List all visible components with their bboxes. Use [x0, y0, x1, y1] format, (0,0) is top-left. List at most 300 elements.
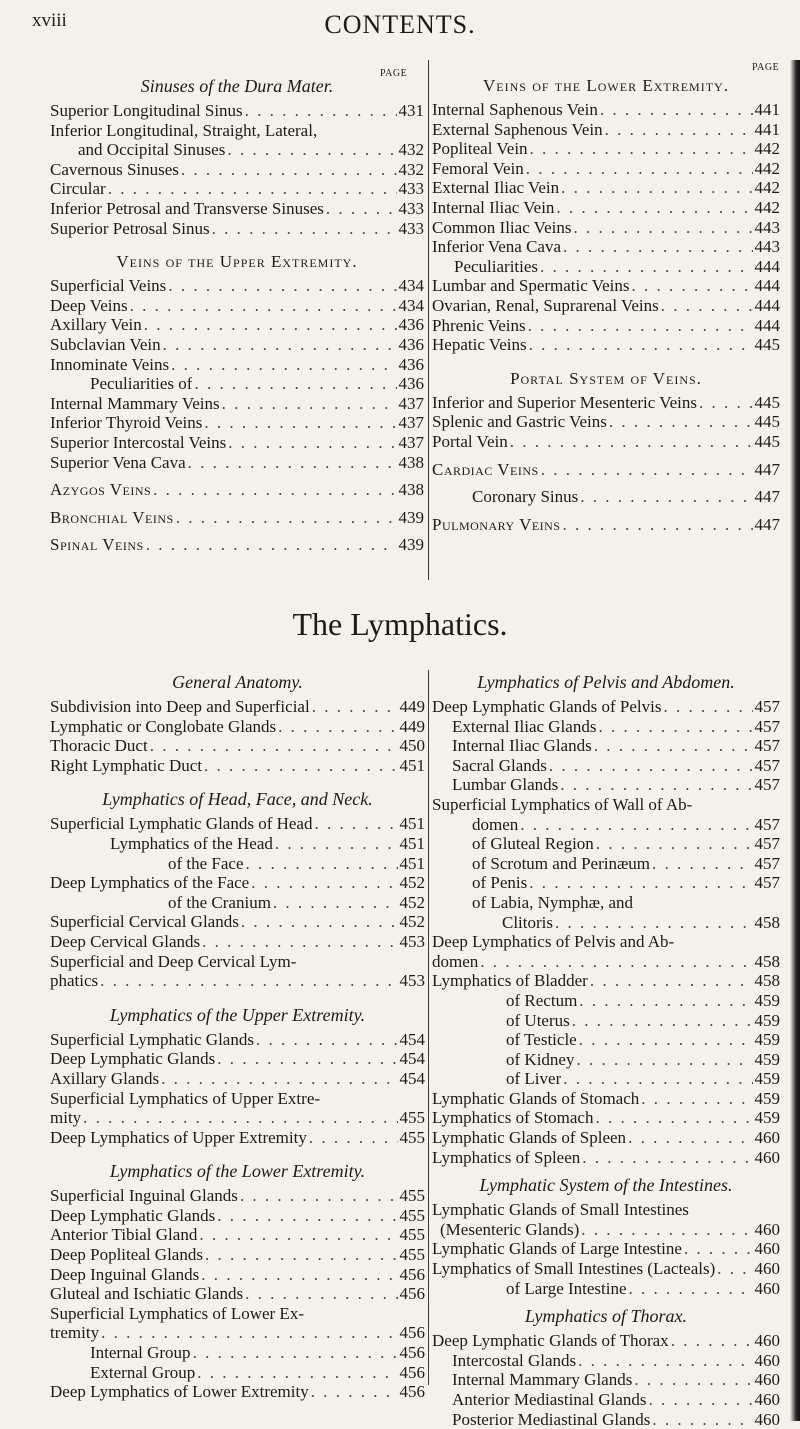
toc-entry-page: 458	[754, 971, 780, 991]
leader-dots	[215, 1049, 397, 1069]
toc-entry-page: 456	[399, 1382, 425, 1402]
leader-dots	[478, 952, 752, 972]
leader-dots	[174, 508, 397, 528]
toc-entry	[50, 1363, 425, 1383]
toc-entry-title: (Mesenteric Glands)	[440, 1219, 580, 1239]
toc-entry-title: Lymphatics of Spleen	[432, 1147, 581, 1167]
toc-entry-page: 439	[398, 507, 424, 527]
toc-entry-title: Deep Lymphatic Glands of Pelvis	[432, 697, 662, 716]
leader-dots	[570, 1011, 753, 1031]
toc-entry-page: 452	[399, 912, 425, 932]
toc-entry-title: Thoracic Duct	[50, 736, 148, 756]
leader-dots	[592, 736, 753, 756]
toc-entry	[432, 913, 780, 933]
toc-entry-page: 460	[754, 1390, 780, 1409]
toc-entry-title: and Occipital Sinuses	[78, 140, 226, 160]
leader-dots	[603, 120, 753, 140]
toc-entry-page: 432	[398, 140, 424, 160]
toc-entry-page: 443	[754, 237, 780, 257]
toc-entry-title: Splenic and Gastric Veins	[432, 412, 607, 432]
section-title: The Lymphatics.	[292, 606, 508, 642]
spacer	[432, 1167, 780, 1175]
leader-dots	[186, 453, 397, 473]
leader-dots	[144, 535, 397, 555]
section-heading: Lymphatics of Thorax.	[525, 1306, 687, 1327]
leader-dots	[106, 179, 397, 199]
leader-dots	[647, 1390, 753, 1410]
toc-entry-page: 444	[754, 276, 780, 296]
page-folio: xviii	[32, 10, 67, 31]
toc-entry-page: 457	[754, 755, 780, 775]
toc-entry-page: 444	[754, 315, 780, 335]
toc-entry-title: Subdivision into Deep and Superficial	[50, 697, 310, 716]
toc-entry	[432, 335, 780, 355]
toc-entry-page: 451	[399, 755, 425, 775]
toc-entry	[50, 854, 425, 874]
toc-entry-title: Common Iliac Veins	[432, 217, 572, 237]
spacer	[432, 355, 780, 369]
leader-dots	[524, 159, 753, 179]
toc-entry-title: Right Lymphatic Duct	[50, 755, 203, 775]
toc-entry	[432, 100, 780, 120]
toc-entry-title: Deep Veins	[50, 295, 128, 315]
toc-entry-title: Lymphatics of Bladder	[432, 971, 588, 991]
toc-entry-page: 434	[398, 295, 424, 315]
leader-dots	[271, 893, 398, 913]
toc-entry	[50, 1284, 425, 1304]
leader-dots	[579, 1220, 752, 1240]
toc-entry	[432, 1108, 780, 1128]
toc-entry	[432, 412, 780, 432]
toc-entry	[50, 315, 424, 335]
leader-dots	[561, 237, 752, 257]
leader-dots	[539, 460, 753, 480]
toc-entry-page: 455	[399, 1108, 425, 1128]
toc-entry	[50, 160, 424, 180]
toc-entry-title: Sacral Glands	[452, 755, 547, 775]
toc-entry	[432, 316, 780, 336]
page-column-label-right: PAGE	[752, 62, 780, 73]
toc-entry-title: Lymphatic Glands of Stomach	[432, 1088, 640, 1108]
toc-entry-page: 457	[754, 834, 780, 854]
toc-entry	[50, 1343, 425, 1363]
toc-entry-title: Axillary Glands	[50, 1068, 160, 1088]
spacer	[50, 775, 425, 789]
leader-dots	[508, 432, 753, 452]
toc-column-left-top	[50, 76, 424, 555]
toc-entry-page: 441	[754, 100, 780, 119]
toc-entry-page: 455	[399, 1205, 425, 1225]
toc-entry-title: Anterior Mediastinal Glands	[452, 1390, 647, 1409]
leader-dots	[254, 1030, 398, 1050]
toc-entry	[432, 1200, 780, 1220]
toc-entry	[50, 1089, 425, 1109]
toc-entry-title: Lumbar and Spermatic Veins	[432, 276, 630, 296]
leader-dots	[659, 296, 753, 316]
toc-entry-title: Superficial Inguinal Glands	[50, 1186, 238, 1206]
toc-entry-title: External Group	[90, 1362, 196, 1382]
toc-entry-page: 447	[754, 487, 780, 507]
leader-dots	[226, 433, 396, 453]
toc-entry-page: 459	[754, 1069, 780, 1089]
leader-dots	[518, 815, 752, 835]
toc-entry-page: 434	[398, 276, 424, 296]
toc-entry-title: External Saphenous Vein	[432, 119, 603, 139]
leader-dots	[594, 834, 753, 854]
toc-entry-page: 450	[399, 736, 425, 756]
toc-entry	[50, 717, 425, 737]
leader-dots	[244, 854, 398, 874]
leader-dots	[324, 199, 397, 219]
toc-entry	[50, 1108, 425, 1128]
toc-entry-title: Subclavian Vein	[50, 334, 161, 354]
column-divider-top	[428, 60, 429, 580]
leader-dots	[191, 1343, 398, 1363]
spacer	[432, 479, 780, 487]
section-heading: Lymphatics of the Upper Extremity.	[109, 1004, 366, 1025]
leader-dots	[571, 218, 752, 238]
toc-entry-page: 436	[398, 334, 424, 354]
toc-entry-title: of Large Intestine	[506, 1278, 627, 1298]
toc-entry-page: 457	[754, 775, 780, 795]
toc-entry-page: 445	[754, 392, 780, 412]
toc-entry-page: 445	[754, 412, 780, 432]
leader-dots	[661, 697, 752, 717]
toc-entry-page: 433	[398, 198, 424, 218]
toc-entry-title: Deep Lymphatic Glands	[50, 1205, 216, 1225]
toc-entry	[432, 178, 780, 198]
leader-dots	[632, 1370, 752, 1390]
toc-entry-page: 459	[754, 1030, 780, 1050]
toc-entry-title: domen	[432, 951, 479, 971]
section-heading: General Anatomy.	[172, 672, 303, 692]
toc-entry	[50, 912, 425, 932]
leader-dots	[650, 854, 752, 874]
leader-dots	[558, 775, 752, 795]
toc-entry-page: 460	[754, 1278, 780, 1298]
toc-entry	[50, 276, 424, 296]
leader-dots	[203, 1245, 398, 1265]
toc-entry	[50, 952, 425, 972]
toc-entry-title: Inferior Vena Cava	[432, 237, 562, 257]
section-heading: Lymphatics of the Lower Extremity.	[109, 1161, 366, 1182]
toc-entry-page: 444	[754, 256, 780, 276]
toc-entry-title: Superficial Lymphatic Glands of Head	[50, 814, 313, 834]
leader-dots	[650, 1410, 752, 1429]
toc-entry-title: Superficial Veins	[50, 276, 167, 296]
section-heading: Lymphatic System of the Intestines.	[479, 1175, 733, 1196]
toc-entry-page: 445	[754, 335, 780, 355]
toc-entry-title: of Rectum	[506, 990, 578, 1010]
toc-entry-page: 436	[398, 315, 424, 335]
toc-entry	[50, 971, 425, 991]
toc-entry	[432, 159, 780, 179]
toc-entry-page: 454	[399, 1029, 425, 1049]
leader-dots	[249, 873, 397, 893]
toc-entry-title: Superficial Lymphatic Glands	[50, 1029, 254, 1049]
toc-entry-title: Internal Mammary Veins	[50, 393, 220, 413]
toc-entry	[432, 218, 780, 238]
toc-entry	[432, 795, 780, 815]
toc-entry-page: 457	[754, 814, 780, 834]
leader-dots	[197, 1225, 397, 1245]
toc-entry-page: 447	[754, 459, 780, 479]
toc-entry-title: Peculiarities	[454, 256, 539, 276]
toc-entry	[432, 697, 780, 717]
toc-entry	[50, 1323, 425, 1343]
leader-dots	[576, 1351, 752, 1371]
toc-entry	[432, 515, 780, 535]
toc-entry-title: phatics	[50, 971, 99, 991]
toc-entry-title: Lymphatics of the Head	[110, 833, 273, 853]
leader-dots	[561, 515, 753, 535]
toc-entry-title: Internal Iliac Vein	[432, 197, 555, 217]
toc-entry-title: Superficial Lymphatics of Wall of Ab-	[432, 794, 693, 814]
leader-dots	[199, 1265, 397, 1285]
leader-dots	[142, 315, 397, 335]
toc-entry	[432, 834, 780, 854]
toc-entry-title: Intercostal Glands	[452, 1350, 577, 1370]
toc-entry-title: Deep Cervical Glands	[50, 931, 201, 951]
spacer	[50, 991, 425, 1005]
toc-entry-page: 442	[754, 197, 780, 217]
toc-entry-page: 459	[754, 1049, 780, 1069]
toc-entry-title: of the Cranium	[168, 892, 271, 912]
toc-entry-title: Lymphatics of Stomach	[432, 1108, 594, 1128]
toc-entry-title: Lymphatic or Conglobate Glands	[50, 716, 277, 736]
leader-dots	[527, 335, 753, 355]
running-title: CONTENTS.	[324, 10, 476, 39]
toc-entry-title: Innominate Veins	[50, 354, 170, 374]
leader-dots	[639, 1089, 752, 1109]
toc-entry	[432, 120, 780, 140]
toc-entry-title: Internal Mammary Glands	[452, 1370, 633, 1390]
toc-entry-title: of Liver	[506, 1069, 562, 1089]
toc-entry	[432, 237, 780, 257]
section-heading: Portal System of Veins.	[510, 368, 702, 388]
toc-entry	[50, 535, 424, 555]
toc-column-right-top	[432, 76, 780, 534]
toc-entry	[432, 198, 780, 218]
toc-entry-title: Deep Lymphatic Glands of Thorax	[432, 1331, 669, 1351]
toc-entry-title: Coronary Sinus	[472, 487, 579, 507]
leader-dots	[169, 355, 396, 375]
toc-entry-title: Cavernous Sinuses	[50, 159, 179, 179]
spacer	[50, 1147, 425, 1161]
section-heading: Sinuses of the Dura Mater.	[140, 76, 334, 96]
toc-entry	[432, 736, 780, 756]
toc-entry-page: 431	[398, 101, 424, 120]
toc-entry	[50, 736, 425, 756]
toc-entry-page: 441	[754, 119, 780, 139]
toc-entry	[432, 1128, 780, 1148]
toc-entry-title: Deep Lymphatics of Upper Extremity	[50, 1127, 307, 1147]
toc-entry-page: 451	[399, 814, 425, 834]
toc-entry	[432, 1050, 780, 1070]
toc-entry-page: 451	[399, 833, 425, 853]
toc-entry-page: 460	[754, 1219, 780, 1239]
toc-entry	[50, 834, 425, 854]
toc-entry	[50, 219, 424, 239]
leader-dots	[195, 1363, 397, 1383]
toc-entry-page: 442	[754, 178, 780, 198]
leader-dots	[547, 756, 753, 776]
spacer	[50, 500, 424, 508]
leader-dots	[202, 756, 397, 776]
toc-entry-page: 457	[754, 716, 780, 736]
leader-dots	[577, 991, 752, 1011]
toc-entry-title: mity	[50, 1108, 82, 1128]
toc-entry-title: Lymphatic Glands of Large Intestine	[432, 1239, 682, 1259]
leader-dots	[128, 296, 397, 316]
toc-entry-title: Azygos Veins	[50, 480, 152, 500]
toc-entry-page: 458	[754, 951, 780, 971]
toc-entry	[432, 432, 780, 452]
toc-entry-page: 460	[754, 1350, 780, 1370]
toc-entry-title: Lymphatics of Small Intestines (Lacteals)	[432, 1259, 716, 1279]
toc-entry-page: 436	[398, 374, 424, 394]
toc-entry	[50, 199, 424, 219]
toc-entry	[50, 873, 425, 893]
leader-dots	[626, 1128, 752, 1148]
spacer	[50, 238, 424, 252]
toc-entry-page: 460	[754, 1370, 780, 1390]
toc-entry-page: 456	[399, 1284, 425, 1304]
leader-dots	[81, 1108, 397, 1128]
toc-entry-page: 442	[754, 158, 780, 178]
toc-entry	[50, 932, 425, 952]
toc-entry-page: 447	[754, 514, 780, 534]
toc-entry-title: Deep Popliteal Glands	[50, 1245, 203, 1265]
toc-entry	[432, 932, 780, 952]
spacer	[50, 527, 424, 535]
toc-entry	[50, 140, 424, 160]
toc-entry	[432, 873, 780, 893]
leader-dots	[159, 1069, 397, 1089]
toc-entry-page: 438	[398, 480, 424, 500]
toc-entry-page: 453	[399, 971, 425, 991]
toc-entry-title: Superficial Cervical Glands	[50, 912, 239, 932]
toc-entry	[432, 139, 780, 159]
toc-entry-page: 460	[754, 1409, 780, 1429]
spacer	[432, 452, 780, 460]
toc-entry	[50, 697, 425, 717]
leader-dots	[273, 834, 398, 854]
toc-entry	[50, 335, 424, 355]
leader-dots	[538, 257, 752, 277]
leader-dots	[210, 219, 397, 239]
toc-entry-title: of Labia, Nymphæ, and	[472, 892, 633, 912]
leader-dots	[715, 1259, 752, 1279]
toc-entry	[50, 1382, 425, 1402]
leader-dots	[238, 1186, 398, 1206]
toc-entry-title: Internal Group	[90, 1343, 191, 1363]
toc-entry-page: 452	[399, 892, 425, 912]
toc-entry-page: 443	[754, 217, 780, 237]
toc-entry-page: 456	[399, 1362, 425, 1382]
leader-dots	[309, 1382, 398, 1402]
toc-entry	[432, 1148, 780, 1168]
toc-entry-title: Peculiarities of	[90, 374, 193, 394]
toc-entry-page: 458	[754, 912, 780, 932]
toc-entry-title: Inferior and Superior Mesenteric Veins	[432, 392, 697, 412]
toc-entry	[50, 508, 424, 528]
toc-entry	[432, 1259, 780, 1279]
toc-entry-page: 437	[398, 413, 424, 433]
toc-entry-title: Superficial and Deep Cervical Lym-	[50, 951, 297, 971]
toc-entry	[50, 1128, 425, 1148]
toc-entry-title: Superficial Lymphatics of Lower Ex-	[50, 1303, 304, 1323]
leader-dots	[225, 140, 396, 160]
toc-entry	[432, 1220, 780, 1240]
toc-entry-page: 459	[754, 990, 780, 1010]
toc-entry	[432, 1279, 780, 1299]
toc-entry	[432, 1239, 780, 1259]
toc-entry	[432, 276, 780, 296]
spacer	[50, 472, 424, 480]
toc-entry-title: Popliteal Vein	[432, 139, 528, 159]
toc-entry-page: 460	[754, 1331, 780, 1351]
toc-entry-title: Inferior Thyroid Veins	[50, 413, 203, 433]
leader-dots	[630, 276, 753, 296]
toc-entry	[432, 952, 780, 972]
toc-entry-page: 433	[398, 218, 424, 238]
toc-entry-page: 454	[399, 1068, 425, 1088]
toc-entry-title: Internal Iliac Glands	[452, 736, 592, 756]
leader-dots	[607, 412, 753, 432]
toc-entry	[432, 296, 780, 316]
leader-dots	[526, 316, 753, 336]
leader-dots	[98, 971, 397, 991]
leader-dots	[202, 413, 396, 433]
toc-entry-title: Phrenic Veins	[432, 315, 526, 335]
leader-dots	[554, 198, 752, 218]
toc-entry-title: Superior Petrosal Sinus	[50, 218, 210, 238]
toc-entry-page: 437	[398, 393, 424, 413]
leader-dots	[559, 178, 752, 198]
toc-entry-page: 459	[754, 1108, 780, 1128]
toc-entry-title: Hepatic Veins	[432, 335, 527, 355]
toc-entry-title: Anterior Tibial Gland	[50, 1225, 198, 1245]
toc-entry	[432, 393, 780, 413]
toc-entry	[50, 179, 424, 199]
toc-entry	[50, 355, 424, 375]
toc-entry	[432, 893, 780, 913]
toc-entry-page: 460	[754, 1147, 780, 1167]
toc-entry-page: 453	[399, 931, 425, 951]
page-edge-shadow	[790, 60, 800, 1421]
toc-entry-title: Deep Inguinal Glands	[50, 1264, 200, 1284]
leader-dots	[697, 393, 753, 413]
toc-entry-title: Femoral Vein	[432, 158, 524, 178]
toc-entry-page: 460	[754, 1259, 780, 1279]
toc-entry	[50, 480, 424, 500]
section-heading: Lymphatics of Pelvis and Abdomen.	[477, 672, 735, 692]
toc-entry	[432, 815, 780, 835]
leader-dots	[577, 1030, 753, 1050]
section-heading: Veins of the Lower Extremity.	[483, 76, 729, 95]
leader-dots	[243, 101, 397, 121]
toc-column-right-bottom	[432, 672, 780, 1429]
leader-dots	[192, 374, 396, 394]
toc-entry	[50, 1030, 425, 1050]
leader-dots	[179, 160, 397, 180]
toc-entry	[50, 814, 425, 834]
toc-entry	[50, 1049, 425, 1069]
leader-dots	[312, 814, 397, 834]
toc-entry-title: of Scrotum and Perinæum	[472, 853, 651, 873]
section-heading: Veins of the Upper Extremity.	[116, 252, 358, 272]
